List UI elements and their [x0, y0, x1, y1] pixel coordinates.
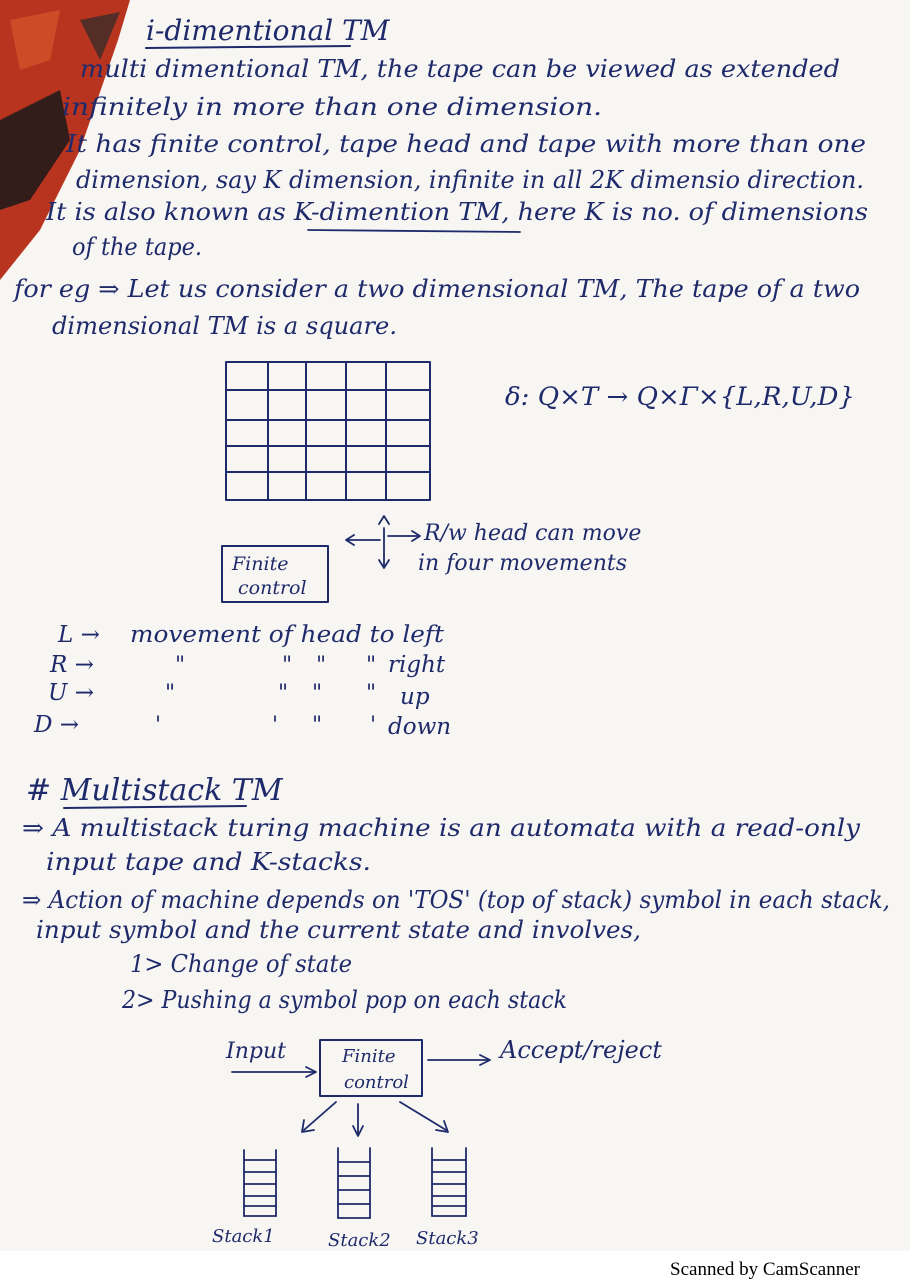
head-note-line-2: in four movements [418, 551, 627, 576]
section1-line-3: It has finite control, tape head and tape with more than one [64, 130, 866, 158]
movement-table [33, 622, 451, 740]
diagram-input-label: Input [226, 1039, 286, 1064]
section1-line-2: infinitely in more than one dimension. [62, 93, 602, 121]
section2-title: # Multistack TM [26, 773, 283, 808]
diagram-output-label: Accept/reject [500, 1036, 662, 1064]
section1-line-4: dimension, say K dimension, infinite in all 2K dimensio direction. [76, 166, 864, 194]
movement-desc-L: movement of head to left [130, 622, 445, 648]
section1-line-7: for eg ⇒ Let us consider a two dimensional TM, The tape of a two [11, 275, 860, 303]
svg-text:": " [278, 681, 289, 706]
section2-line-1: ⇒ A multistack turing machine is an automata with a read-only [22, 814, 861, 842]
movement-desc-R: right [388, 652, 446, 678]
stack-3 [432, 1148, 466, 1216]
stack-2 [338, 1148, 370, 1218]
scanner-watermark: Scanned by CamScanner [670, 1259, 860, 1280]
movement-key-U: U → [48, 680, 94, 706]
svg-text:": " [366, 681, 377, 706]
svg-text:': ' [155, 713, 162, 738]
diagram-control-label-1: Finite [342, 1046, 396, 1067]
finite-control-label-1: Finite [232, 553, 289, 575]
section2-line-4: input symbol and the current state and involves, [36, 916, 642, 944]
svg-text:": " [312, 681, 323, 706]
stack-3-label: Stack3 [416, 1228, 479, 1249]
transition-function: δ: Q×T → Q×Γ×{L,R,U,D} [505, 382, 855, 411]
svg-text:': ' [272, 713, 279, 738]
svg-text:": " [165, 681, 176, 706]
movement-key-D: D → [34, 712, 80, 738]
section1-line-5: It is also known as K-dimention TM, here K is no. of dimensions [44, 198, 869, 226]
section1-line-6: of the tape. [72, 233, 202, 261]
four-direction-arrows [346, 516, 420, 568]
svg-text:": " [366, 653, 377, 678]
movement-desc-U: up [400, 684, 430, 710]
movement-key-L: L → [58, 622, 100, 648]
section2-line-2: input tape and K-stacks. [46, 848, 371, 876]
section2-step-1: 1> Change of state [130, 950, 352, 978]
svg-text:": " [312, 713, 323, 738]
movement-desc-D: down [388, 714, 452, 740]
finite-control-label-2: control [238, 577, 307, 599]
scanner-footer [0, 1251, 910, 1287]
svg-text:": " [282, 653, 293, 678]
stack-1 [244, 1150, 276, 1216]
svg-text:": " [316, 653, 327, 678]
stack-1-label: Stack1 [212, 1226, 275, 1247]
movement-key-R: R → [50, 652, 94, 678]
diagram-control-label-2: control [344, 1072, 409, 1093]
section2-line-3: ⇒ Action of machine depends on 'TOS' (top of stack) symbol in each stack, [22, 886, 890, 914]
stack-2-label: Stack2 [328, 1230, 391, 1251]
head-note-line-1: R/w head can move [424, 521, 642, 546]
section1-line-8: dimensional TM is a square. [52, 312, 397, 340]
two-dimensional-tape-grid [226, 362, 430, 500]
multistack-diagram [212, 1036, 662, 1251]
section1-title: i-dimentional TM [146, 14, 390, 47]
section1-line-1: multi dimentional TM, the tape can be viewed as extended [80, 55, 840, 83]
svg-text:': ' [370, 713, 377, 738]
svg-text:": " [175, 653, 186, 678]
section2-step-2: 2> Pushing a symbol pop on each stack [121, 986, 567, 1014]
